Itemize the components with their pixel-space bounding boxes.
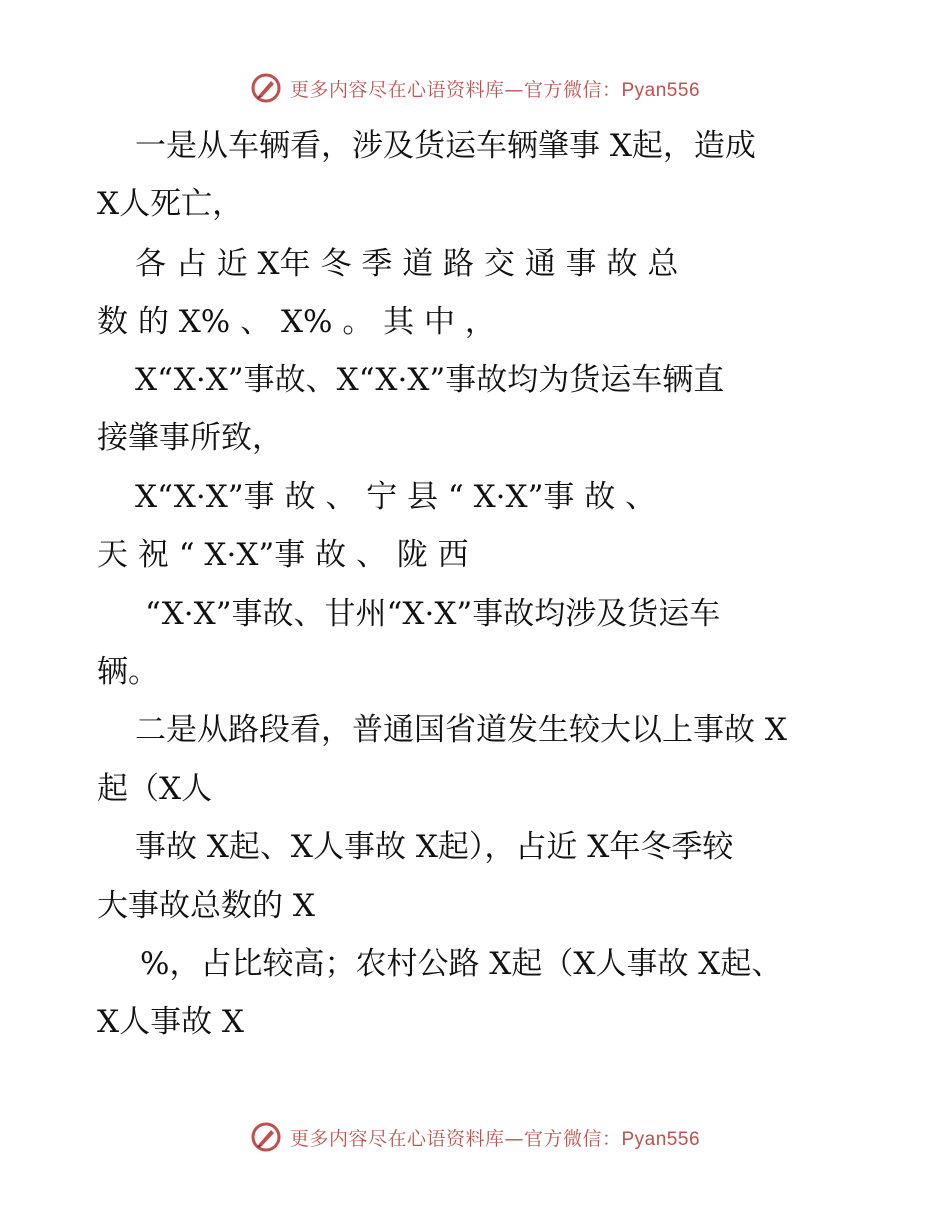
pen-logo-icon	[250, 1121, 282, 1153]
watermark-wechat-id: Pyan556	[621, 79, 701, 101]
body-line: X“X·X”事 故 、 宁 县 “ X·X”事 故 、	[135, 479, 657, 515]
page-footer-watermark	[0, 1121, 950, 1153]
body-line: 辆。	[97, 654, 159, 690]
body-line: 一是从车辆看，涉及货运车辆肇事 X起，造成	[135, 128, 756, 164]
body-line: “X·X”事故、甘州“X·X”事故均涉及货运车	[145, 596, 721, 632]
body-line: 接肇事所致，	[97, 420, 283, 456]
body-line: X人事故 X	[97, 1004, 244, 1040]
body-line: X人死亡，	[97, 186, 244, 222]
page-header-watermark	[0, 72, 950, 104]
body-line: X“X·X”事故、X“X·X”事故均为货运车辆直	[135, 362, 725, 398]
body-line: 天 祝 “ X·X”事 故 、 陇 西	[97, 537, 469, 573]
body-line: 事故 X起、X人事故 X起），占近 X年冬季较	[135, 829, 734, 865]
watermark-wechat-id: Pyan556	[621, 1128, 701, 1150]
watermark-label: 更多内容尽在心语资料库—官方微信：	[289, 78, 622, 101]
watermark-text	[290, 1124, 700, 1151]
pen-logo-icon	[250, 72, 282, 104]
body-line: 大事故总数的 X	[97, 888, 315, 924]
watermark-label: 更多内容尽在心语资料库—官方微信：	[289, 1127, 622, 1150]
body-line: 数 的 X% 、 X% 。 其 中 ，	[97, 304, 496, 340]
body-line: 二是从路段看，普通国省道发生较大以上事故 X	[135, 712, 787, 748]
body-line: 各 占 近 X年 冬 季 道 路 交 通 事 故 总	[135, 246, 679, 282]
body-line: 起（X人	[97, 771, 213, 807]
body-line: %，占比较高；农村公路 X起（X人事故 X起、	[140, 946, 783, 982]
watermark-text	[290, 75, 700, 102]
